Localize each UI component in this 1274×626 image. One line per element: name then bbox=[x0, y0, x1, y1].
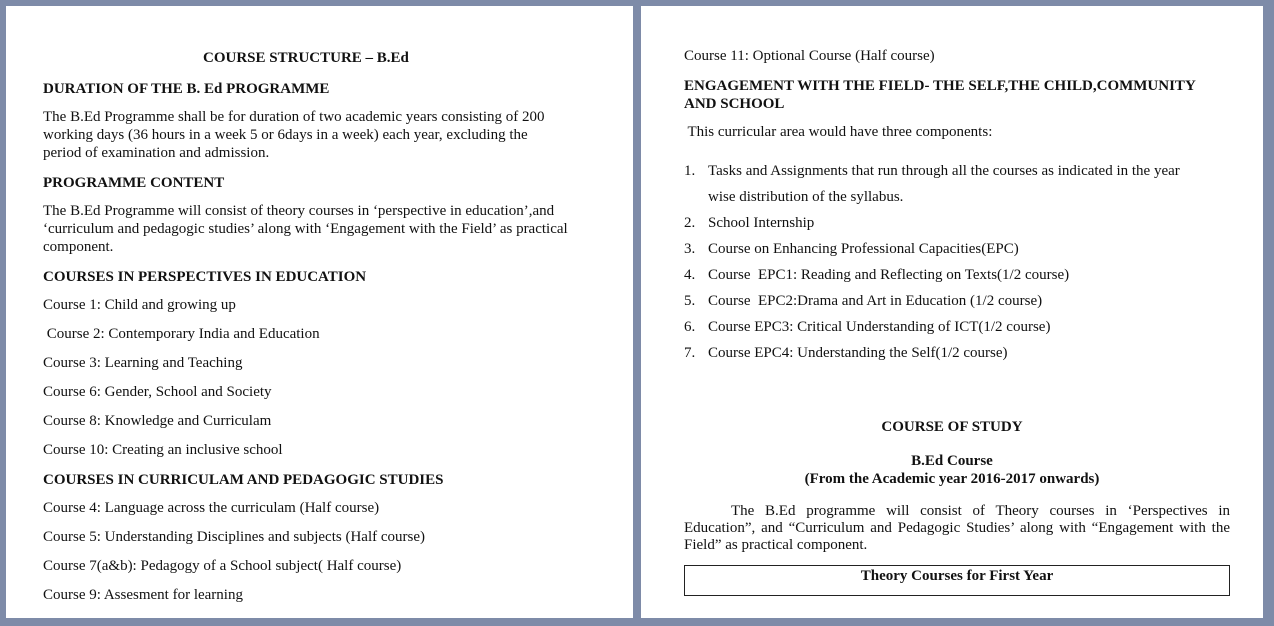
list-item-number: 6. bbox=[684, 319, 696, 335]
content-line-2: ‘curriculum and pedagogic studies’ along with ‘Engagement with the Field’ as practical bbox=[43, 221, 568, 237]
list-item bbox=[684, 210, 1180, 236]
list-item bbox=[684, 314, 1180, 340]
page-title: COURSE STRUCTURE – B.Ed bbox=[203, 50, 409, 66]
content-line-1: The B.Ed Programme will consist of theory courses in ‘perspective in education’,and bbox=[43, 203, 555, 219]
list-item-number: 5. bbox=[684, 293, 696, 309]
study-paragraph-line-1: The B.Ed programme will consist of Theory courses in ‘Perspectives in bbox=[731, 503, 1230, 519]
list-item-text-continued: wise distribution of the syllabus. bbox=[708, 189, 904, 205]
list-item-number: 4. bbox=[684, 267, 696, 283]
content-line-3: component. bbox=[43, 239, 114, 255]
perspective-course-2: Course 2: Contemporary India and Education bbox=[43, 326, 320, 342]
study-paragraph-line-2: Education”, and “Curriculum and Pedagogic Studies’ along with “Engagement with the bbox=[684, 520, 1230, 536]
duration-line-3: period of examination and admission. bbox=[43, 145, 270, 161]
content-heading: PROGRAMME CONTENT bbox=[43, 175, 225, 191]
curriculum-heading: COURSES IN CURRICULAM AND PEDAGOGIC STUDIES bbox=[43, 472, 444, 488]
duration-line-2: working days (36 hours in a week 5 or 6days in a week) each year, excluding the bbox=[43, 127, 528, 143]
course-of-study-heading: COURSE OF STUDY bbox=[881, 419, 1023, 435]
engagement-heading-line-2: AND SCHOOL bbox=[684, 96, 785, 112]
list-item bbox=[684, 262, 1180, 288]
list-item-number: 2. bbox=[684, 215, 696, 231]
list-item-text: Course EPC1: Reading and Reflecting on Texts(1/2 course) bbox=[708, 267, 1070, 283]
components-list bbox=[684, 158, 1180, 366]
engagement-intro: This curricular area would have three components: bbox=[684, 124, 993, 140]
perspective-course-10: Course 10: Creating an inclusive school bbox=[43, 442, 283, 458]
list-item-number: 3. bbox=[684, 241, 696, 257]
curriculum-course-4: Course 4: Language across the curriculam (Half course) bbox=[43, 500, 380, 516]
document-page-right bbox=[641, 6, 1263, 618]
list-item-text: Course on Enhancing Professional Capacities(EPC) bbox=[708, 241, 1019, 257]
curriculum-course-7: Course 7(a&b): Pedagogy of a School subject( Half course) bbox=[43, 558, 402, 574]
list-item bbox=[684, 288, 1180, 314]
perspective-course-3: Course 3: Learning and Teaching bbox=[43, 355, 243, 371]
academic-year-subheading: (From the Academic year 2016-2017 onwards) bbox=[804, 471, 1100, 487]
perspective-course-6: Course 6: Gender, School and Society bbox=[43, 384, 272, 400]
duration-line-1: The B.Ed Programme shall be for duration of two academic years consisting of 200 bbox=[43, 109, 545, 125]
list-item-text: Tasks and Assignments that run through all the courses as indicated in the year bbox=[708, 163, 1180, 179]
document-page-left bbox=[6, 6, 633, 618]
list-item-number: 7. bbox=[684, 345, 696, 361]
list-item-text: Course EPC4: Understanding the Self(1/2 course) bbox=[708, 345, 1008, 361]
curriculum-course-9: Course 9: Assesment for learning bbox=[43, 587, 243, 603]
perspective-course-1: Course 1: Child and growing up bbox=[43, 297, 236, 313]
perspectives-heading: COURSES IN PERSPECTIVES IN EDUCATION bbox=[43, 269, 367, 285]
duration-heading: DURATION OF THE B. Ed PROGRAMME bbox=[43, 81, 330, 97]
course-11: Course 11: Optional Course (Half course) bbox=[684, 48, 935, 64]
list-item-text: Course EPC3: Critical Understanding of ICT(1/2 course) bbox=[708, 319, 1051, 335]
perspective-course-8: Course 8: Knowledge and Curriculam bbox=[43, 413, 272, 429]
list-item bbox=[684, 158, 1180, 210]
list-item bbox=[684, 340, 1180, 366]
curriculum-course-5: Course 5: Understanding Disciplines and subjects (Half course) bbox=[43, 529, 425, 545]
study-paragraph-line-3: Field” as practical component. bbox=[684, 537, 868, 553]
list-item-number: 1. bbox=[684, 163, 696, 179]
list-item-text: School Internship bbox=[708, 215, 815, 231]
list-item bbox=[684, 236, 1180, 262]
list-item-text: Course EPC2:Drama and Art in Education (1/2 course) bbox=[708, 293, 1043, 309]
engagement-heading-line-1: ENGAGEMENT WITH THE FIELD- THE SELF,THE CHILD,COMMUNITY bbox=[684, 78, 1196, 94]
bed-course-heading: B.Ed Course bbox=[911, 453, 993, 469]
theory-courses-table-header: Theory Courses for First Year bbox=[684, 565, 1230, 596]
